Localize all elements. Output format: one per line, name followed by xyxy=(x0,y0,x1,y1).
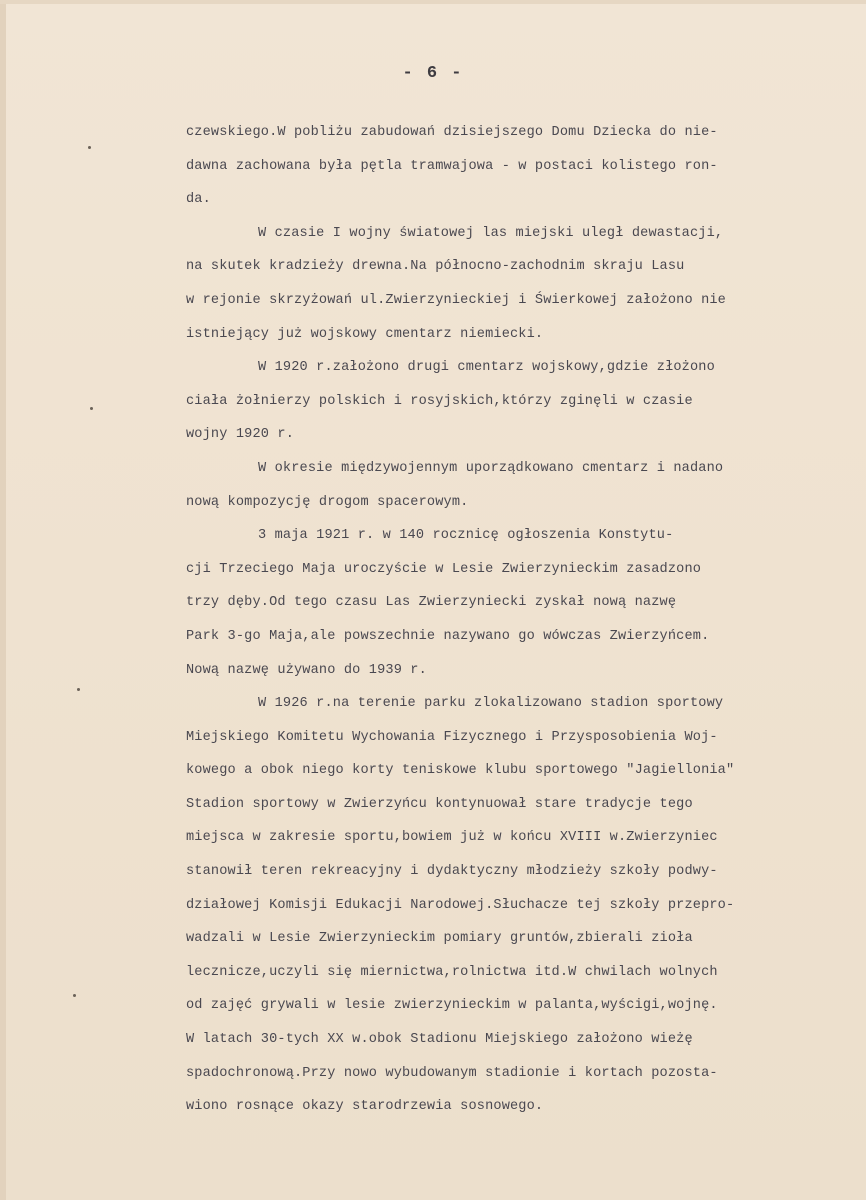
text-line: W 1920 r.założono drugi cmentarz wojskowy,gdzie złożono xyxy=(258,360,715,376)
text-line: stanowił teren rekreacyjny i dydaktyczny młodzieży szkoły podwy- xyxy=(186,864,718,880)
punch-dot xyxy=(73,994,76,997)
text-line: czewskiego.W pobliżu zabudowań dzisiejszego Domu Dziecka do nie- xyxy=(186,125,718,140)
text-line: Nową nazwę używano do 1939 r. xyxy=(186,662,427,678)
text-line: cji Trzeciego Maja uroczyście w Lesie Zwierzynieckim zasadzono xyxy=(186,561,702,577)
text-line: W latach 30-tych XX w.obok Stadionu Miejskiego założono wieżę xyxy=(186,1032,693,1048)
text-line: Stadion sportowy w Zwierzyńcu kontynuował stare tradycje tego xyxy=(186,796,693,812)
text-line: W 1926 r.na terenie parku zlokalizowano stadion sportowy xyxy=(258,696,724,712)
text-line: wiono rosnące okazy starodrzewia sosnowego. xyxy=(186,1099,544,1115)
text-line: W czasie I wojny światowej las miejski uległ dewastacji, xyxy=(258,225,724,241)
text-line: na skutek kradzieży drewna.Na północno-zachodnim skraju Lasu xyxy=(186,259,685,275)
text-line: Park 3-go Maja,ale powszechnie nazywano go wówczas Zwierzyńcem. xyxy=(186,628,710,644)
text-line: W okresie międzywojennym uporządkowano cmentarz i nadano xyxy=(258,460,724,476)
text-line: kowego a obok niego korty teniskowe klubu sportowego "Jagiellonia" xyxy=(186,763,735,779)
text-line: 3 maja 1921 r. w 140 rocznicę ogłoszenia Konstytu- xyxy=(258,528,674,544)
paper-edge-left xyxy=(0,0,6,1200)
text-line: w rejonie skrzyżowań ul.Zwierzynieckiej i Świerkowej założono nie xyxy=(186,292,726,308)
punch-dot xyxy=(88,146,91,149)
text-line: działowej Komisji Edukacji Narodowej.Słuchacze tej szkoły przepro- xyxy=(186,897,735,913)
text-line: da. xyxy=(186,192,211,208)
text-line: nową kompozycję drogom spacerowym. xyxy=(186,494,469,510)
page-number: - 6 - xyxy=(402,64,464,83)
text-line: ciała żołnierzy polskich i rosyjskich,którzy zginęli w czasie xyxy=(186,393,693,409)
text-line: wadzali w Lesie Zwierzynieckim pomiary gruntów,zbierali zioła xyxy=(186,931,693,947)
text-line: lecznicze,uczyli się miernictwa,rolnictwa itd.W chwilach wolnych xyxy=(186,964,718,980)
text-line: od zajęć grywali w lesie zwierzynieckim w palanta,wyścigi,wojnę. xyxy=(186,998,718,1014)
text-line: dawna zachowana była pętla tramwajowa - w postaci kolistego ron- xyxy=(186,158,718,174)
text-line: wojny 1920 r. xyxy=(186,427,294,443)
document-body xyxy=(186,116,846,1124)
text-line: spadochronową.Przy nowo wybudowanym stadionie i kortach pozosta- xyxy=(186,1065,718,1081)
text-line: trzy dęby.Od tego czasu Las Zwierzyniecki zyskał nową nazwę xyxy=(186,595,677,611)
punch-dot xyxy=(90,407,93,410)
paper-edge-top xyxy=(0,0,866,4)
text-line: miejsca w zakresie sportu,bowiem już w końcu XVIII w.Zwierzyniec xyxy=(186,830,718,846)
text-line: Miejskiego Komitetu Wychowania Fizycznego i Przysposobienia Woj- xyxy=(186,729,718,745)
punch-dot xyxy=(77,688,80,691)
text-line: istniejący już wojskowy cmentarz niemiecki. xyxy=(186,326,544,342)
